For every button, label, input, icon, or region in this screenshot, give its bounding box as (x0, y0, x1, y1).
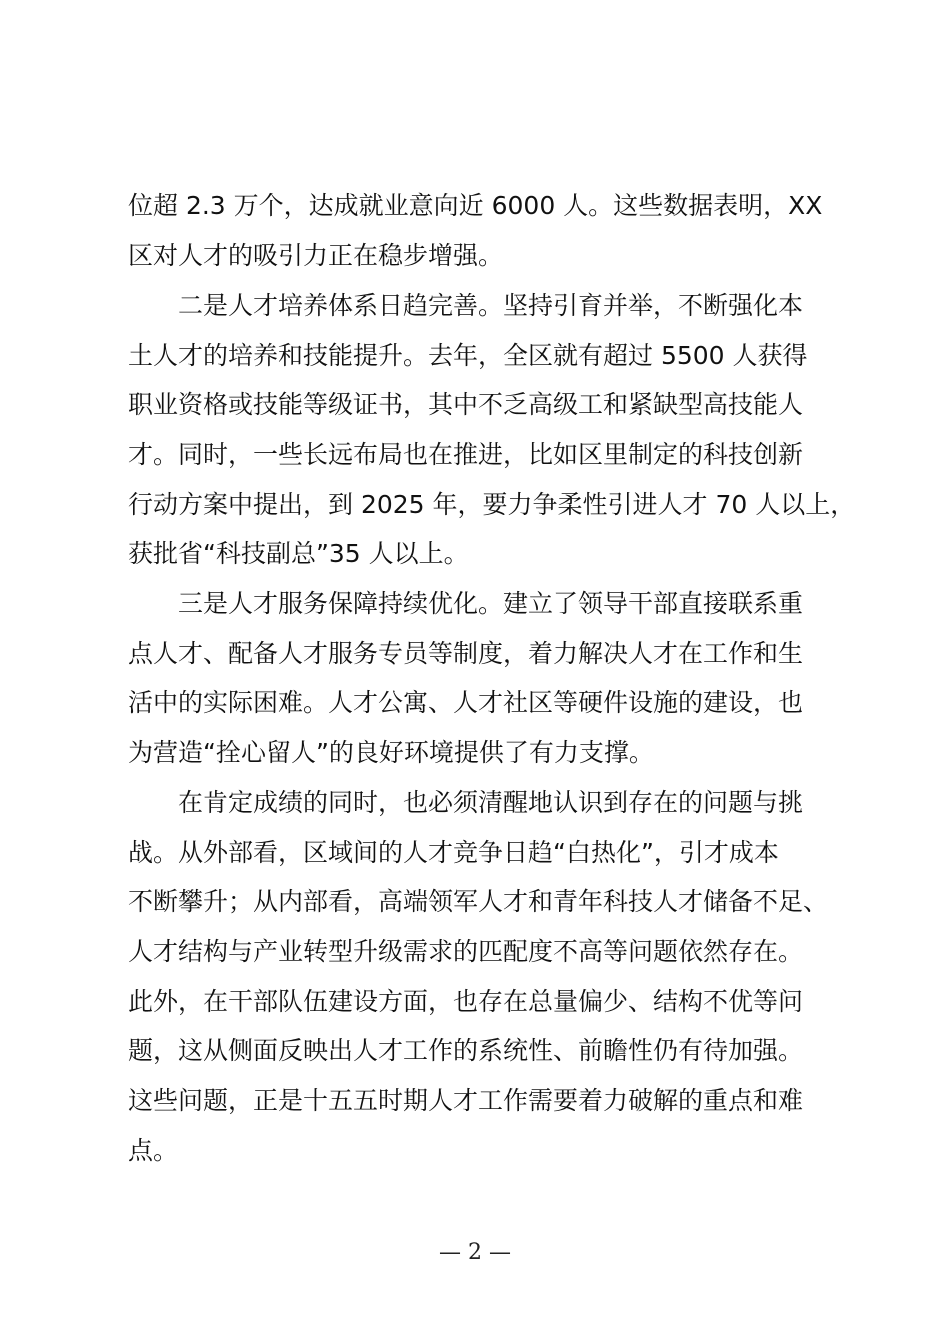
text-line: 活中的实际困难。人才公寓、人才社区等硬件设施的建设，也 (128, 688, 804, 717)
text-line: 不断攀升；从内部看，高端领军人才和青年科技人才储备不足、 (128, 887, 829, 916)
text-line: 三是人才服务保障持续优化。建立了领导干部直接联系重 (128, 589, 804, 618)
text-line: 二是人才培养体系日趋完善。坚持引育并举，不断强化本 (128, 291, 804, 320)
text-line: 题，这从侧面反映出人才工作的系统性、前瞻性仍有待加强。 (128, 1036, 804, 1065)
text-line: 职业资格或技能等级证书，其中不乏高级工和紧缺型高技能人 (128, 390, 804, 419)
text-line: 此外，在干部队伍建设方面，也存在总量偏少、结构不优等问 (128, 987, 804, 1016)
text-line: 行动方案中提出，到 2025 年，要力争柔性引进人才 70 人以上， (128, 490, 856, 519)
text-line: 这些问题，正是十五五时期人才工作需要着力破解的重点和难 (128, 1086, 804, 1115)
text-line: 战。从外部看，区域间的人才竞争日趋“白热化”，引才成本 (128, 838, 779, 867)
text-line: 人才结构与产业转型升级需求的匹配度不高等问题依然存在。 (128, 937, 804, 966)
text-line: 才。同时，一些长远布局也在推进，比如区里制定的科技创新 (128, 440, 804, 469)
text-line: 土人才的培养和技能提升。去年，全区就有超过 5500 人获得 (128, 341, 808, 370)
text-line: 在肯定成绩的同时，也必须清醒地认识到存在的问题与挑 (128, 788, 804, 817)
text-line: 点人才、配备人才服务专员等制度，着力解决人才在工作和生 (128, 639, 804, 668)
text-line: 为营造“拴心留人”的良好环境提供了有力支撑。 (128, 738, 654, 767)
text-line: 位超 2.3 万个，达成就业意向近 6000 人。这些数据表明，XX (128, 191, 823, 220)
text-line: 区对人才的吸引力正在稳步增强。 (128, 241, 504, 270)
page-number: — 2 — (439, 1240, 511, 1265)
text-line: 获批省“科技副总”35 人以上。 (128, 539, 469, 568)
text-line: 点。 (128, 1136, 179, 1165)
